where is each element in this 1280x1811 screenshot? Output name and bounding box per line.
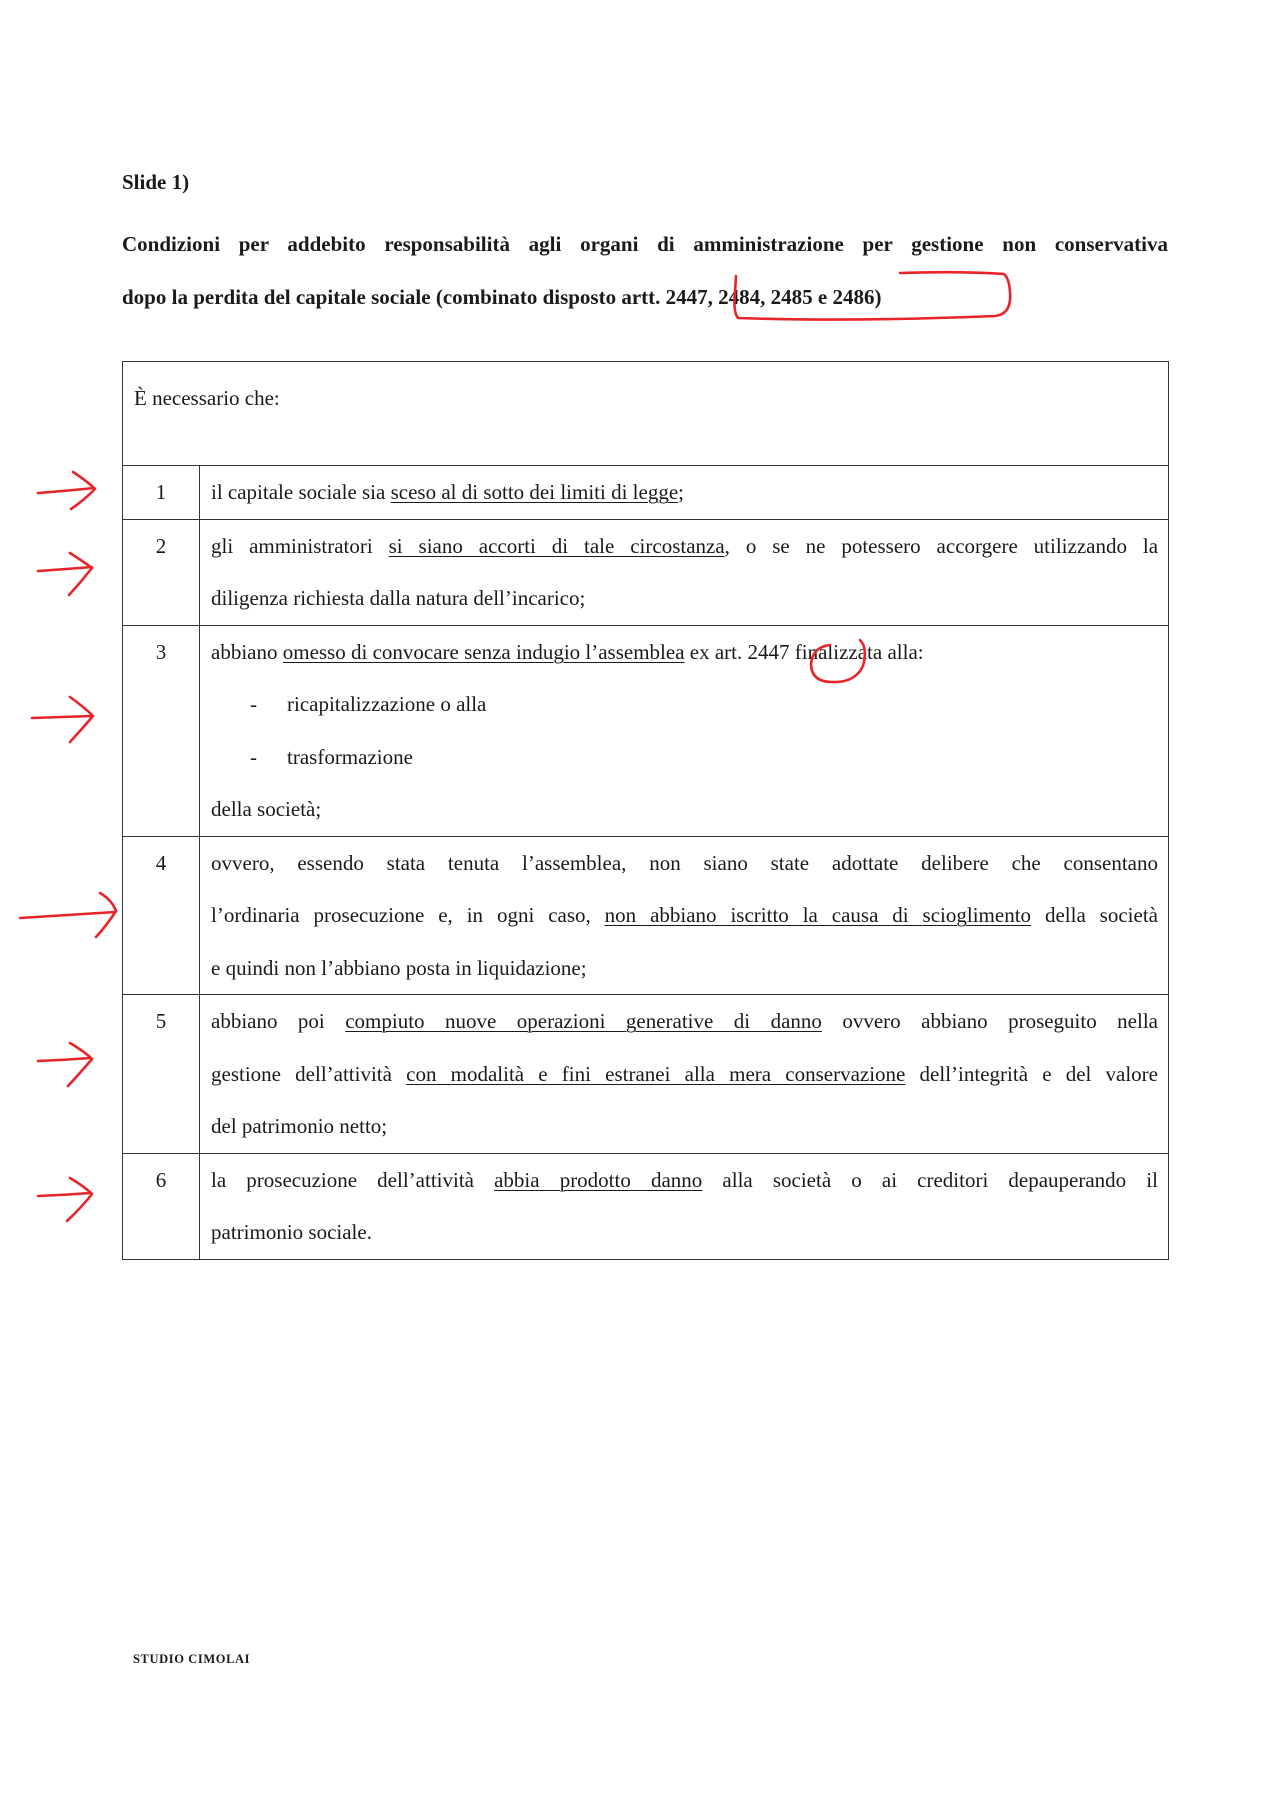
arrow-icon (38, 1178, 92, 1221)
table-row (123, 995, 1169, 1154)
title-line-2 (122, 271, 1168, 324)
arrow-icon (32, 697, 93, 742)
table-row (123, 466, 1169, 520)
footer-studio-name: STUDIO CIMOLAI (133, 1652, 251, 1666)
underlined-text: con modalità e fini estranei alla mera conservazione (406, 1061, 906, 1086)
row-text: ovvero, essendo stata tenuta l’assemblea, non siano state adottate delibere che consentano l’ordinaria prosecuzione e, in ogni caso, non abbiano iscritto la causa di scioglimento della società e quindi non l’abbiano posta in liquidazione; (200, 836, 1169, 995)
title-line-1: Condizioni per addebito responsabilità agli organi di amministrazione per gestione non conservativa (122, 232, 1168, 256)
underlined-text: sceso al di sotto dei limiti di legge (390, 480, 679, 504)
list-item: - trasformazione (250, 744, 413, 769)
underlined-text: compiuto nuove operazioni generative di danno (345, 1009, 822, 1033)
row-number: 5 (123, 995, 200, 1154)
underlined-text: abbia prodotto danno (494, 1167, 703, 1192)
row-number: 6 (123, 1153, 200, 1259)
row-number: 1 (123, 466, 200, 520)
row-number: 4 (123, 836, 200, 995)
circled-article-number: 2447 (747, 639, 790, 664)
table-row (123, 625, 1169, 836)
table-header-row (123, 362, 1169, 466)
table-row (123, 1153, 1169, 1259)
row-number: 2 (123, 519, 200, 625)
row-text: abbiano omesso di convocare senza indugio l’assemblea ex art. 2447 finalizzata alla: - ricapitalizzazione o alla - trasformazione della società; (200, 625, 1169, 836)
row-text: gli amministratori si siano accorti di tale circostanza, o se ne potessero accorgere utilizzando la diligenza richiesta dalla natura dell’incarico; (200, 519, 1169, 625)
table-row (123, 519, 1169, 625)
slide-label: Slide 1) (122, 170, 190, 194)
underlined-text: omesso di convocare senza indugio l’assemblea (282, 639, 685, 664)
table-row (123, 836, 1169, 995)
list-item: - ricapitalizzazione o alla (250, 692, 487, 716)
arrow-icon (38, 472, 95, 509)
arrow-icon (38, 1043, 92, 1086)
arrow-icon (20, 893, 116, 937)
underlined-text: si siano accorti di tale circostanza (388, 533, 725, 558)
title-line-2-prefix: dopo la perdita del capitale sociale (combinato disposto art (122, 285, 649, 309)
title-articles-boxed: t. 2447, 2484, 2485 e 2486) (648, 285, 882, 309)
document-title (122, 218, 1168, 324)
conditions-table (122, 361, 1169, 1260)
row-text: la prosecuzione dell’attività abbia prodotto danno alla società o ai creditori depauperando il patrimonio sociale. (200, 1153, 1169, 1259)
underlined-text: non abbiano iscritto la causa di scioglimento (604, 903, 1032, 927)
row-text: abbiano poi compiuto nuove operazioni generative di danno ovvero abbiano proseguito nella gestione dell’attività con modalità e fini estranei alla mera conservazione dell’integrità e del valore del patrimonio netto; (200, 995, 1169, 1154)
row-number: 3 (123, 625, 200, 836)
table-header: È necessario che: (123, 362, 1169, 466)
row-text: il capitale sociale sia sceso al di sotto dei limiti di legge; (200, 466, 1169, 520)
arrow-icon (38, 553, 92, 595)
